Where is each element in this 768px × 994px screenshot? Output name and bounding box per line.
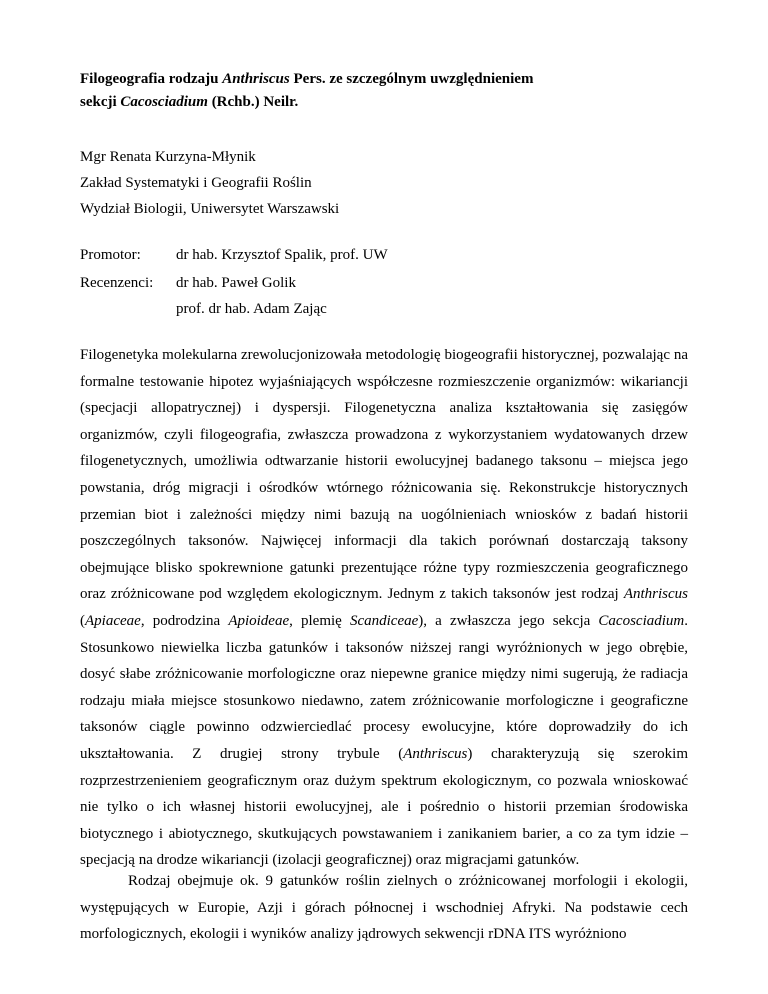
reviewers-label: Recenzenci: xyxy=(80,275,154,291)
taxon-name: Scandiceae xyxy=(349,612,419,629)
title-taxon: Cacosciadium xyxy=(120,94,208,110)
title-text: Filogeografia rodzaju xyxy=(80,71,223,87)
document-title xyxy=(80,68,700,114)
taxon-name: Apiaceae xyxy=(85,612,141,629)
author-department: Zakład Systematyki i Geografii Roślin xyxy=(80,175,312,191)
abstract-paragraph-2: Rodzaj obejmuje ok. 9 gatunków roślin zielnych o zróżnicowanej morfologii i ekologii, występujących w Europie, Azji i górach północnej i wschodniej Afryki. Na podstawie cech morfologicznych, ekologii i wyników analizy jądrowych sekwencji rDNA ITS wyróżniono xyxy=(80,873,688,943)
author-name: Mgr Renata Kurzyna-Młynik xyxy=(80,149,256,165)
promotor-label: Promotor: xyxy=(80,247,141,263)
promotor-name: dr hab. Krzysztof Spalik, prof. UW xyxy=(176,247,388,263)
taxon-name: Cacosciadium xyxy=(598,612,685,629)
reviewer-name-2: prof. dr hab. Adam Zając xyxy=(176,301,327,317)
title-text: sekcji xyxy=(80,94,121,110)
author-faculty: Wydział Biologii, Uniwersytet Warszawski xyxy=(80,201,340,217)
title-text: (Rchb.) Neilr. xyxy=(207,94,299,110)
reviewer-name-1: dr hab. Paweł Golik xyxy=(176,275,296,291)
taxon-name: Apioideae xyxy=(228,612,290,629)
title-text: Pers. ze szczególnym uwzględnieniem xyxy=(289,71,534,87)
title-taxon: Anthriscus xyxy=(222,71,290,87)
taxon-name: Anthriscus xyxy=(403,745,468,762)
abstract-paragraph-1: Filogenetyka molekularna zrewolucjonizowała metodologię biogeografii historycznej, pozwalając na formalne testowanie hipotez wyjaśniających współczesne rozmieszczenie organizmów: wikariancji (specjacji allopatrycznej) i dyspersji. Filogenetyczna analiza kształtowania się zasięgów organizmów, czyli filogeografia, zwłaszcza prowadzona z wykorzystaniem wydatowanych drzew filogenetycznych, umożliwia odtwarzanie historii ewolucyjnej badanego taksonu – miejsca jego powstania, dróg migracji i ośrodków wtórnego różnicowania się. Rekonstrukcje historycznych przemian biot i zależności między nimi bazują na uogólnieniach wniosków z badań historii poszczególnych taksonów. Najwięcej informacji dla takich porównań dostarczają taksony obejmujące blisko spokrewnione gatunki prezentujące różne typy rozmieszczenia geograficznego oraz zróżnicowane pod względem ekologicznym. Jednym z takich taksonów jest rodzaj Anthriscus (Apiaceae, podrodzina Apioideae, plemię Scandiceae), a zwłaszcza jego sekcja Cacosciadium. Stosunkowo niewielka liczba gatunków i taksonów niższej rangi wyróżnionych w jego obrębie, dosyć słabe zróżnicowanie morfologiczne oraz niepewne granice między nimi sugerują, że radiacja rodzaju miała miejsce stosunkowo niedawno, zatem zróżnicowanie morfologiczne i geograficzne taksonów ciągle powinno odzwierciedlać procesy ewolucyjne, które doprowadziły do ich ukształtowania. Z drugiej strony trybule (Anthriscus) charakteryzują się szerokim rozprzestrzenieniem geograficznym oraz dużym spektrum ekologicznym, co pozwala wnioskować nie tylko o ich własnej historii ewolucyjnej, ale i pośrednio o historii przemian środowiska biotycznego i abiotycznego, skutkujących powstawaniem i zanikaniem barier, a co za tym idzie – specjacją na drodze wikariancji (izolacji geograficznej) oraz migracjami gatunków. xyxy=(80,347,688,869)
taxon-name: Anthriscus xyxy=(623,586,688,603)
